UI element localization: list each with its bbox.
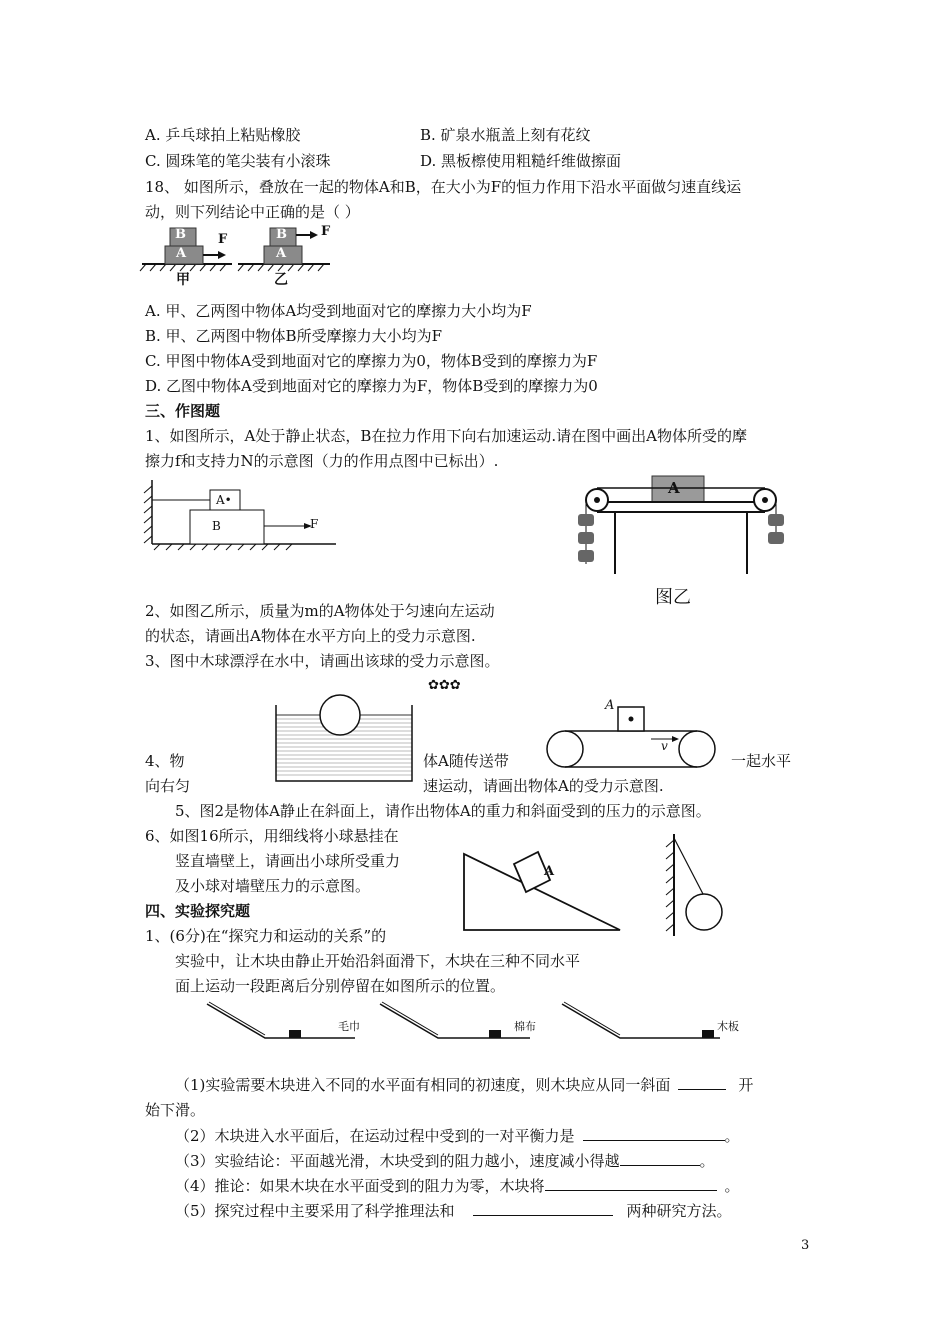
q18-option-c: C. 甲图中物体A受到地面对它的摩擦力为0，物体B受到的摩擦力为F [145,352,598,370]
friction-experiment-figure [205,1000,770,1045]
sec4-p1-line1: （1)实验需要木块进入不同的水平面有相同的初速度，则木块应从同一斜面 开 [175,1076,754,1094]
sec3-q3: 3、图中木球漂浮在水中，请画出该球的受力示意图。 [145,652,500,670]
sec4-p3: （3）实验结论：平面越光滑，木块受到的阻力越小，速度减小得越 。 [175,1152,715,1170]
q18-option-a: A. 甲、乙两图中物体A均受到地面对它的摩擦力大小均为F [145,302,532,320]
answer-blank-2[interactable] [583,1126,725,1141]
belt-velocity-label: v [661,739,668,753]
sec3-q6-line1: 6、如图16所示，用细线将小球悬挂在 [145,827,399,845]
belt-block-label: A [605,698,615,713]
sec3-q6-line2: 竖直墙壁上，请画出小球所受重力 [175,852,401,870]
incline-figure [460,850,625,935]
sec3-q2-line1: 2、如图乙所示，质量为m的A物体处于匀速向左运动 [145,602,495,620]
fig1-block-a-label: A• [216,493,232,507]
answer-blank-4[interactable] [545,1176,717,1191]
jia-block-a-label: A [176,246,187,261]
jia-caption: 甲 [176,272,190,288]
incline-block-label: A [544,864,555,879]
answer-blank-1[interactable] [678,1075,726,1090]
sec3-q4-part-e: 速运动，请画出物体A的受力示意图. [423,777,664,795]
answer-blank-5[interactable] [473,1201,613,1216]
section4-heading: 四、实验探究题 [145,902,251,920]
water-beaker-figure [270,693,420,785]
sec4-p1-line2: 始下滑。 [145,1101,206,1119]
sec3-q2-line2: 的状态，请画出A物体在水平方向上的受力示意图. [145,627,476,645]
fig-yi-block-label: A [668,479,680,497]
sec3-q1-line1: 1、如图所示，A处于静止状态，B在拉力作用下向右加速运动.请在图中画出A物体所受的摩 [145,427,748,445]
fig1-force-label: F [310,517,319,531]
surface-label-wood: 木板 [717,1020,739,1033]
jia-force-label: F [218,232,228,247]
q18-option-d: D. 乙图中物体A受到地面对它的摩擦力为F，物体B受到的摩擦力为0 [145,377,598,395]
surface-label-towel: 毛巾 [338,1020,360,1033]
sec3-q1-line2: 擦力f和支持力N的示意图（力的作用点图中已标出）. [145,452,499,470]
yi-force-label: F [321,224,331,239]
yi-caption: 乙 [274,272,288,288]
q17-option-b: B. 矿泉水瓶盖上刻有花纹 [420,126,591,144]
ornament-icon: ✿✿✿ [428,678,461,693]
surface-label-cotton: 棉布 [514,1020,536,1033]
hanging-ball-figure [660,830,730,940]
sec4-q1-line2: 实验中，让木块由静止开始沿斜面滑下，木块在三种不同水平 [175,952,581,970]
yi-block-b-label: B [276,227,287,242]
sec3-q4-part-b: 体A随传送带 [423,752,509,770]
fig-yi-caption: 图乙 [655,587,691,608]
sec3-q4-part-d: 向右匀 [145,777,191,795]
page-number: 3 [801,1238,810,1253]
yi-block-a-label: A [276,246,287,261]
q17-option-a: A. 乒乓球拍上粘贴橡胶 [145,126,301,144]
q18-stem-line1: 18、 如图所示，叠放在一起的物体A和B，在大小为F的恒力作用下沿水平面做匀速直线运 [145,178,742,196]
sec3-q5: 5、图2是物体A静止在斜面上，请作出物体A的重力和斜面受到的压力的示意图。 [175,802,711,820]
q17-option-c: C. 圆珠笔的笔尖装有小滚珠 [145,152,331,170]
sec3-q4-part-a: 4、物 [145,752,185,770]
answer-blank-3[interactable] [620,1151,700,1166]
q18-stem-line2: 动，则下列结论中正确的是（ ） [145,203,360,221]
sec4-q1-line1: 1、(6分)在“探究力和运动的关系”的 [145,927,387,945]
jia-block-b-label: B [175,227,186,242]
sec4-p2: （2）木块进入水平面后，在运动过程中受到的一对平衡力是 。 [175,1127,740,1145]
conveyor-belt-figure [545,697,720,777]
sec4-p5: （5）探究过程中主要采用了科学推理法和 两种研究方法。 [175,1202,732,1220]
sec4-p4: （4）推论：如果木块在水平面受到的阻力为零，木块将 。 [175,1177,740,1195]
fig1-block-b-label: B [212,519,221,533]
q18-option-b: B. 甲、乙两图中物体B所受摩擦力大小均为F [145,327,442,345]
q18-figure [140,222,340,290]
sec3-q6-line3: 及小球对墙壁压力的示意图。 [175,877,371,895]
sec3-q4-part-c: 一起水平 [731,752,792,770]
q17-option-d: D. 黑板檫使用粗糙纤维做擦面 [420,152,622,170]
section3-heading: 三、作图题 [145,402,221,420]
sec4-q1-line3: 面上运动一段距离后分别停留在如图所示的位置。 [175,977,506,995]
